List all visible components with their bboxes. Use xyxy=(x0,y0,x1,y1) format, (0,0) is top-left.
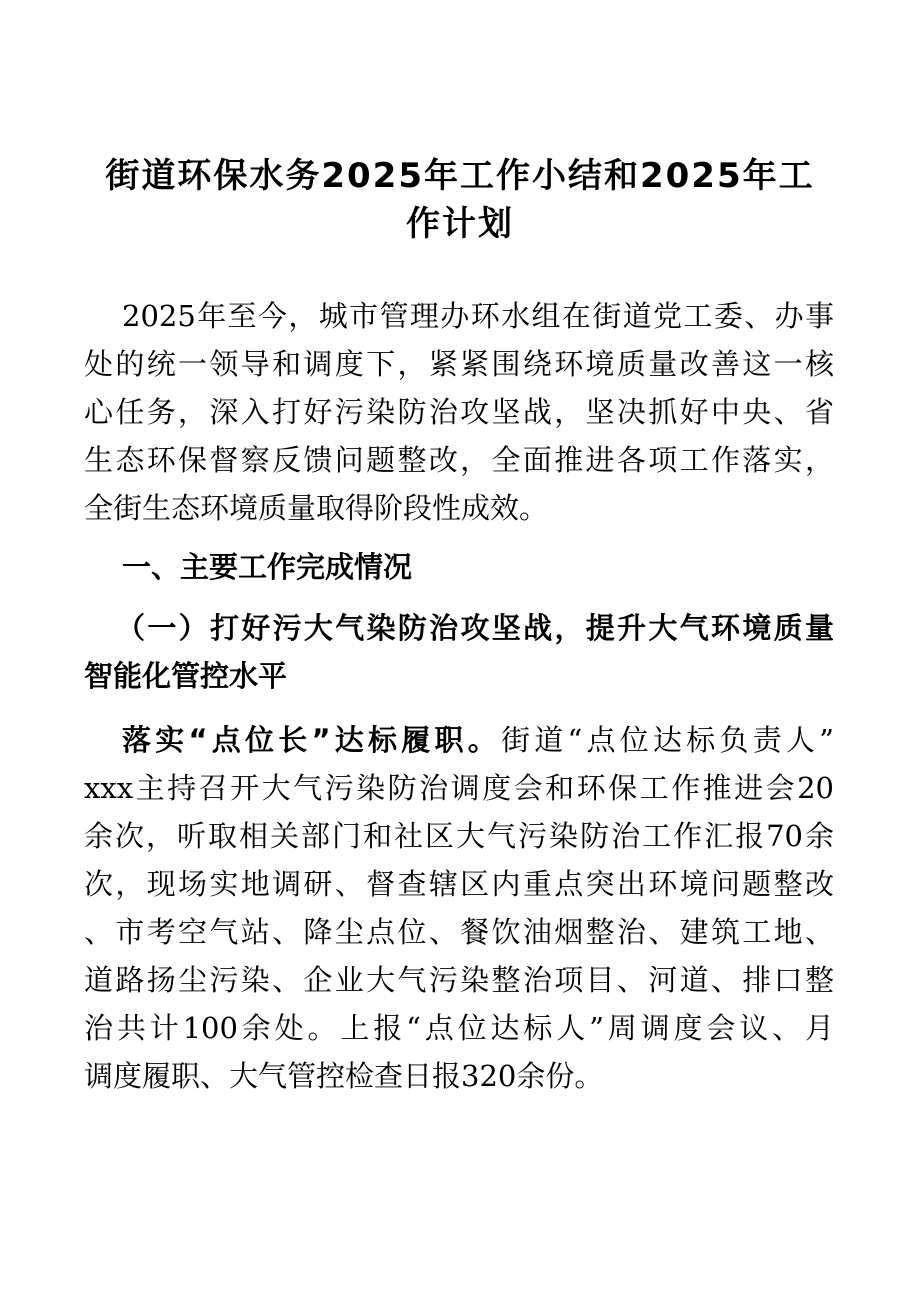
paragraph-lead: 落实“点位长”达标履职。 xyxy=(122,723,501,757)
section-heading: 一、主要工作完成情况 xyxy=(122,550,413,584)
paragraph-line-8: 调度履职、大气管控检查日报320余份。 xyxy=(84,1059,604,1093)
intro-line-5: 全街生态环境质量取得阶段性成效。 xyxy=(84,491,549,525)
paragraph-line-1 xyxy=(122,718,834,762)
paragraph-line-5: 、市考空气站、降尘点位、餐饮油烟整治、建筑工地、 xyxy=(84,915,834,949)
paragraph-line-1-text: 街道“点位达标负责人” xyxy=(500,723,834,757)
subsection-heading-line-2: 智能化管控水平 xyxy=(84,659,288,693)
paragraph-line-4: 次，现场实地调研、督查辖区内重点突出环境问题整改 xyxy=(84,867,834,901)
intro-line-3: 心任务，深入打好污染防治攻坚战，坚决抓好中央、省 xyxy=(84,395,834,429)
intro-line-1: 2025年至今，城市管理办环水组在街道党工委、办事 xyxy=(122,299,834,333)
paragraph-line-7: 治共计100余处。上报“点位达标人”周调度会议、月 xyxy=(84,1011,834,1045)
subsection-heading-line-1: （一）打好污大气染防治攻坚战，提升大气环境质量 xyxy=(116,611,834,645)
paragraph-line-6: 道路扬尘污染、企业大气污染整治项目、河道、排口整 xyxy=(84,963,834,997)
paragraph-line-3: 余次，听取相关部门和社区大气污染防治工作汇报70余 xyxy=(84,819,834,853)
document-title-line-2: 作计划 xyxy=(406,204,514,244)
paragraph-line-2: xxx主持召开大气污染防治调度会和环保工作推进会20 xyxy=(84,771,834,805)
intro-line-4: 生态环保督察反馈问题整改，全面推进各项工作落实， xyxy=(84,443,834,477)
document-title-line-1: 街道环保水务2025年工作小结和2025年工 xyxy=(105,156,815,196)
intro-line-2: 处的统一领导和调度下，紧紧围绕环境质量改善这一核 xyxy=(84,347,834,381)
